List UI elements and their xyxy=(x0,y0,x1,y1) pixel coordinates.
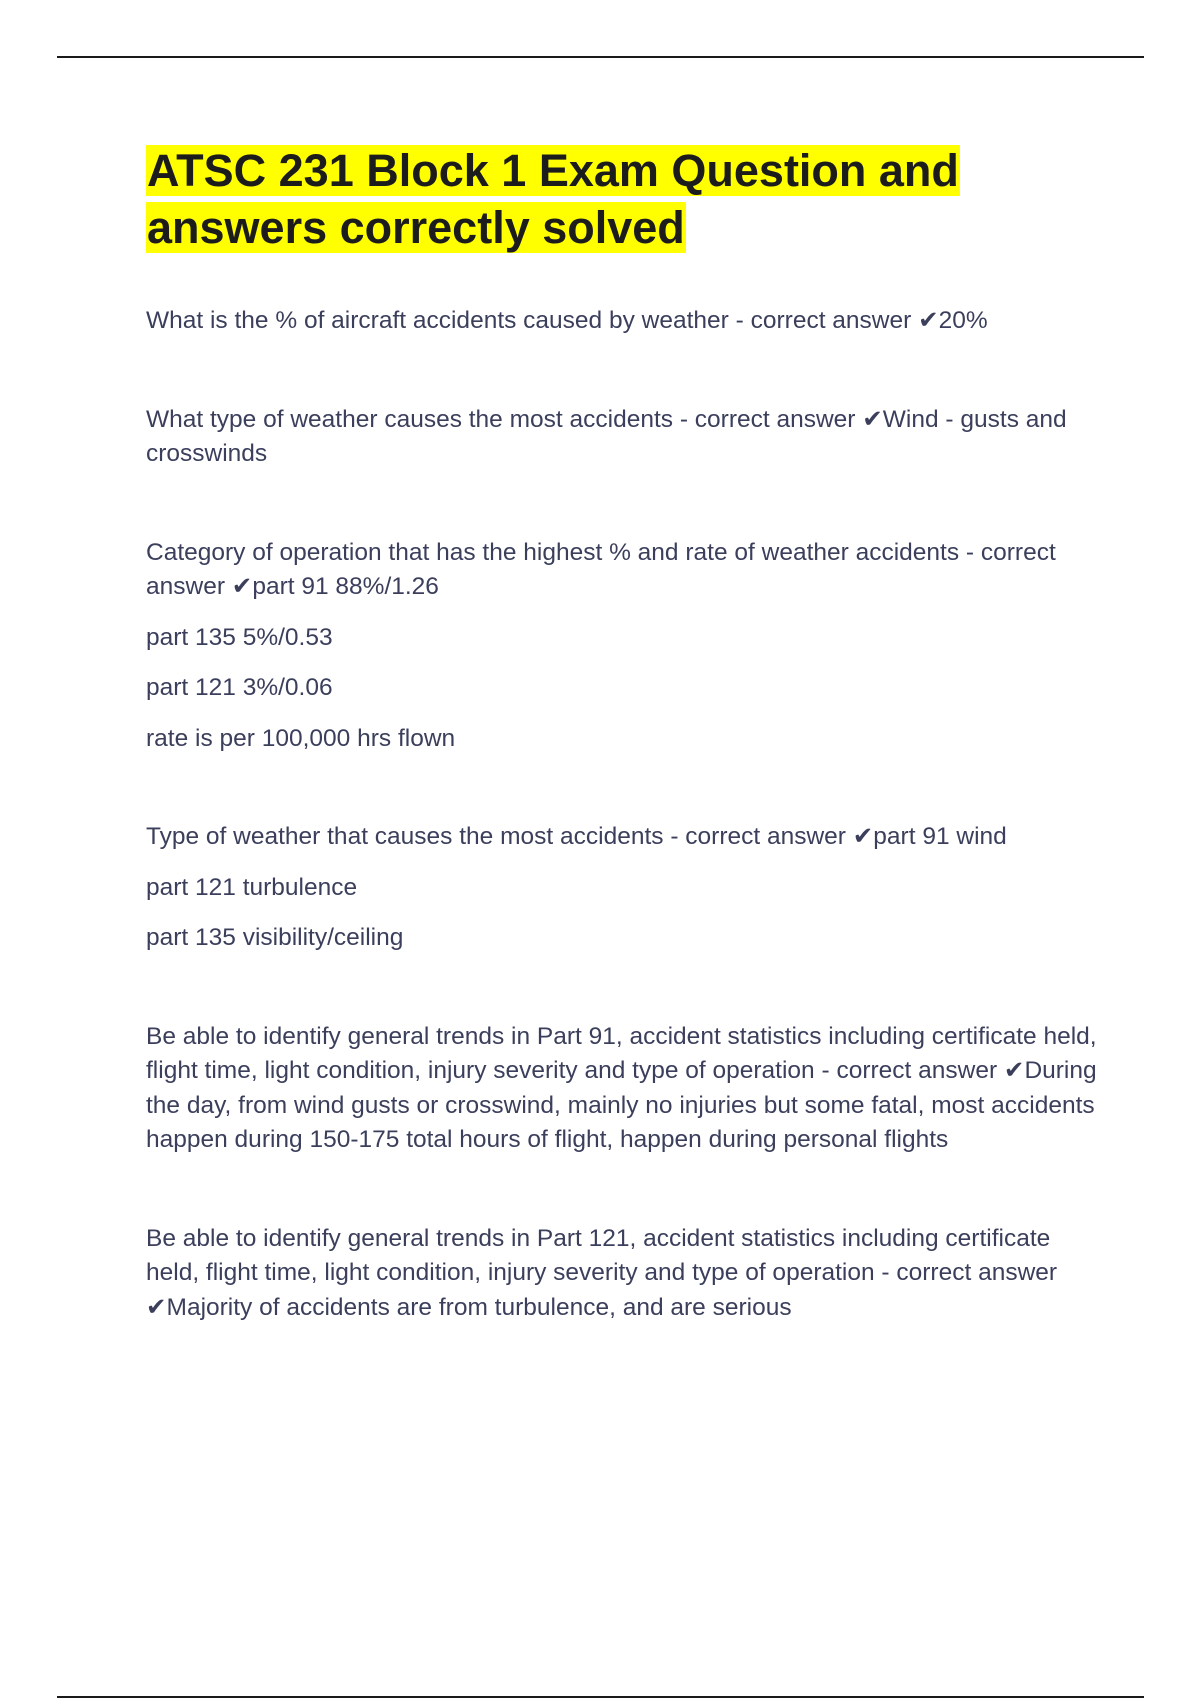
answer-text: 20% xyxy=(938,307,988,334)
answer-text: Wind - gusts and crosswinds xyxy=(146,405,1067,467)
question-text: What type of weather causes the most accidents xyxy=(146,405,674,433)
question-text: Category of operation that has the highest % and rate of weather accidents xyxy=(146,538,960,566)
answer-text: Majority of accidents are from turbulence, and are serious xyxy=(166,1293,792,1321)
qa-line xyxy=(146,1222,1106,1326)
qa-item xyxy=(146,1222,1106,1326)
answer-detail-line: part 135 5%/0.53 xyxy=(146,623,333,651)
bottom-rule xyxy=(57,1696,1144,1698)
top-rule xyxy=(57,56,1144,58)
qa-item xyxy=(146,536,1106,757)
qa-item xyxy=(146,820,1106,956)
correct-answer-marker: - correct answer ✔ xyxy=(146,1259,1058,1321)
qa-item xyxy=(146,304,1106,339)
answer-text: part 91 88%/1.26 xyxy=(252,573,439,600)
answer-text: During the day, from wind gusts or crosswind, mainly no injuries but some fatal, most accidents happen during 150-175 total hours of flight, happen during personal flights xyxy=(146,1057,1097,1153)
qa-line xyxy=(146,820,1106,855)
qa-line xyxy=(146,536,1106,605)
qa-line xyxy=(146,1020,1106,1158)
answer-detail-line: part 135 visibility/ceiling xyxy=(146,924,404,951)
correct-answer-marker: - correct answer ✔ xyxy=(735,307,939,334)
correct-answer-marker: - correct answer ✔ xyxy=(679,405,883,433)
correct-answer-marker: - correct answer ✔ xyxy=(670,823,874,850)
question-text: What is the % of aircraft accidents caused by weather xyxy=(146,307,729,334)
answer-detail-line: rate is per 100,000 hrs flown xyxy=(146,724,456,752)
question-text: Be able to identify general trends in Part 91, accident statistics including certificate held, flight time, light condition, injury severity and type of operation xyxy=(146,1022,1097,1084)
question-text: Type of weather that causes the most accidents xyxy=(146,823,664,850)
correct-answer-marker: - correct answer ✔ xyxy=(146,538,1056,600)
title-highlight: ATSC 231 Block 1 Exam Question and answers correctly solved xyxy=(147,145,959,253)
question-text: Be able to identify general trends in Part 121, accident statistics including certificate held, flight time, light condition, injury severity and type of operation xyxy=(146,1224,1051,1286)
answer-detail-line: part 121 3%/0.06 xyxy=(146,674,333,701)
qa-item xyxy=(146,1020,1106,1158)
correct-answer-marker: - correct answer ✔ xyxy=(821,1057,1025,1084)
answer-text: part 91 wind xyxy=(873,823,1007,850)
document-title xyxy=(146,142,1106,256)
answer-detail-line: part 121 turbulence xyxy=(146,873,358,901)
qa-line xyxy=(146,403,1106,472)
qa-line xyxy=(146,304,1106,339)
document-body xyxy=(146,142,1106,1325)
qa-item xyxy=(146,403,1106,472)
